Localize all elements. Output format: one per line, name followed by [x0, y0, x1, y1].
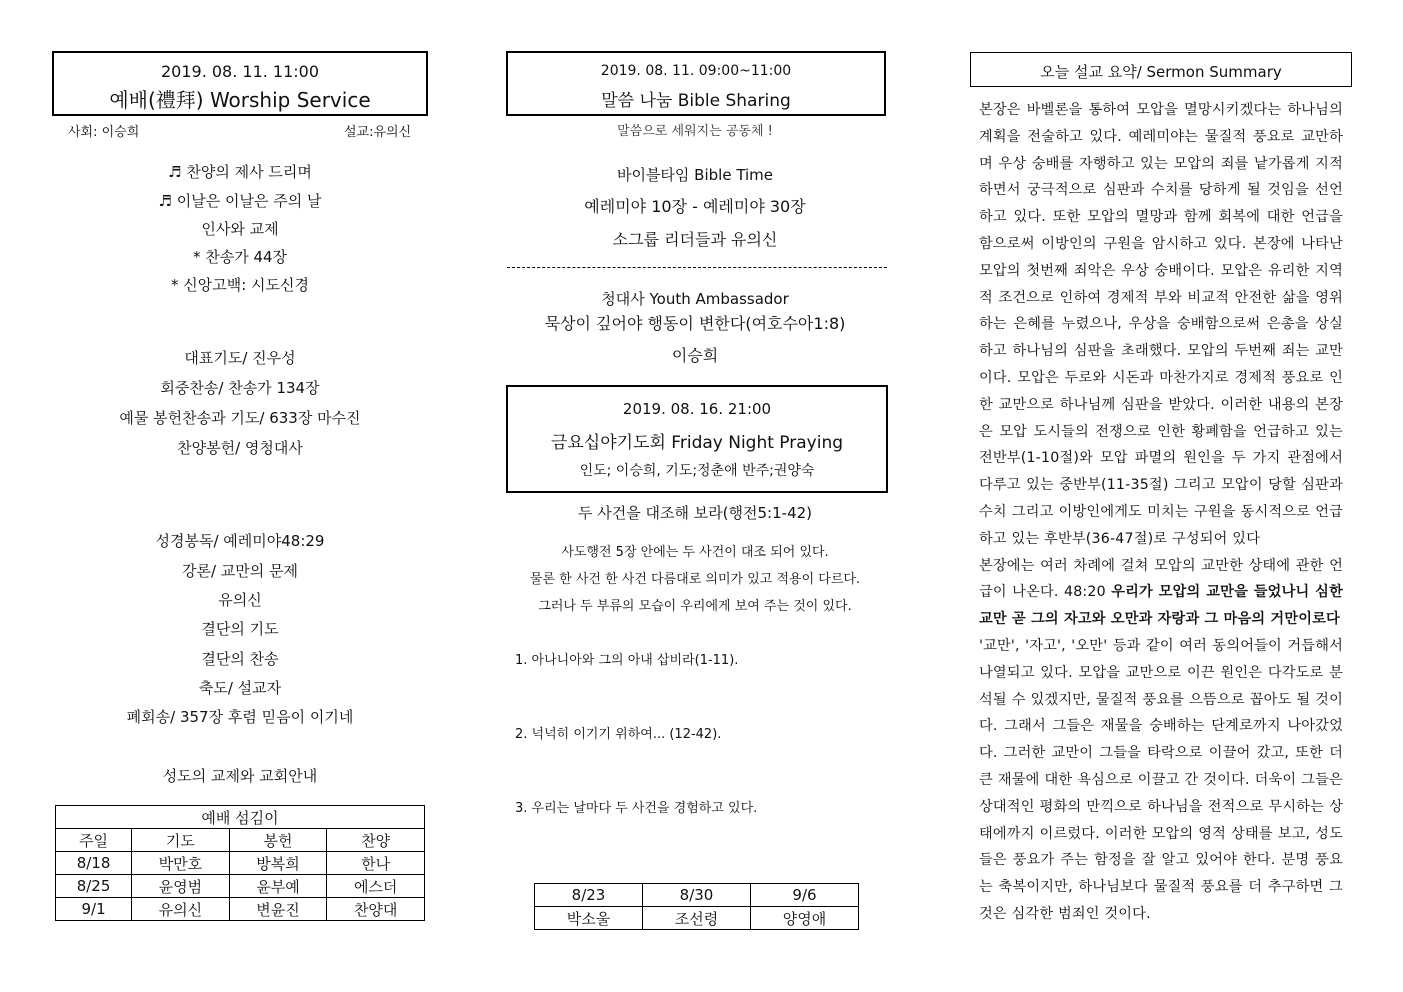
order-item: 성경봉독/ 예레미야48:29	[155, 532, 325, 550]
table-row	[535, 907, 859, 930]
bible-time-leaders: 소그룹 리더들과 유의신	[612, 230, 778, 249]
sermon-summary	[979, 97, 1343, 928]
duty-cell: 방복희	[229, 852, 327, 875]
youth-message: 묵상이 깊어야 행동이 변한다(여호수아1:8)	[544, 314, 846, 333]
section-divider	[507, 267, 887, 268]
worship-header-box	[52, 51, 428, 116]
duty-cell: 9/1	[56, 898, 132, 921]
youth-speaker: 이승희	[671, 346, 719, 365]
order-item: ♬ 이날은 이날은 주의 날	[158, 192, 322, 210]
sermon-paragraph-lead: 본장에는 여러 차례에 걸쳐 모압의 교만한 상태에 관한 언급이 나온다. 48:20	[979, 557, 1343, 601]
table-row	[535, 884, 859, 907]
schedule-date: 8/30	[643, 884, 751, 907]
schedule-name: 박소울	[535, 907, 643, 930]
order-item: 강론/ 교만의 문제	[181, 562, 299, 580]
sharing-datetime: 2019. 08. 11. 09:00~11:00	[600, 63, 792, 79]
sermon-title: 오늘 설교 요약/ Sermon Summary	[1040, 63, 1282, 81]
sermon-quote: 우리가 모압의 교만을 들었나니 심한 교만 곧 그의 자고와 오만과 자랑과 그 마음의 거만이로다	[979, 584, 1343, 628]
schedule-date: 9/6	[751, 884, 859, 907]
order-item: 대표기도/ 진우성	[184, 349, 296, 367]
duty-header: 봉헌	[229, 829, 327, 852]
worship-preacher: 설교:유의신	[344, 125, 412, 140]
sharing-title: 말씀 나눔 Bible Sharing	[601, 91, 791, 111]
sermon-column	[970, 0, 1352, 992]
friday-intro-line: 물론 한 사건 한 사건 다름대로 의미가 있고 적용이 다르다.	[529, 572, 861, 587]
duty-table	[55, 805, 425, 921]
friday-topic: 두 사건을 대조해 보라(행전5:1-42)	[577, 504, 813, 522]
order-item: ♬ 찬양의 제사 드리며	[168, 163, 312, 181]
duty-cell: 유의신	[132, 898, 230, 921]
sermon-title-box	[970, 52, 1352, 87]
order-item: 유의신	[218, 591, 262, 609]
bible-time-title: 바이블타임 Bible Time	[616, 166, 774, 184]
order-item: 결단의 기도	[201, 620, 279, 638]
order-item: 축도/ 설교자	[198, 679, 282, 697]
order-item: * 신앙고백: 시도신경	[170, 276, 309, 294]
friday-point: 2. 넉넉히 이기기 위하여... (12-42).	[515, 727, 722, 742]
duty-header: 기도	[132, 829, 230, 852]
schedule-date: 8/23	[535, 884, 643, 907]
friday-title: 금요십야기도회 Friday Night Praying	[550, 433, 844, 453]
order-item: 회중찬송/ 찬송가 134장	[160, 379, 320, 397]
order-item: 인사와 교제	[201, 220, 279, 238]
sermon-paragraph: '교만', '자고', '오만' 등과 같이 여러 동의어들이 거듭해서 나열되고 있다. 모압을 교만으로 이끈 원인은 다각도로 분석될 수 있겠지만, 물질적 풍요를 으뜸으로 꼽아도 될 것이다. 그래서 그들은 재물을 숭배하는 단계로까지 나아갔었다. 그러한 교만이 그들을 타락으로 이끌어 갔고, 또한 더 큰 재물에 대한 욕심으로 이끌고 간 것이다. 더욱이 그들은 상대적인 평화의 만끽으로 하나님을 전적으로 무시하는 상태에까지 이르렀다. 이러한 모압의 영적 상태를 보고, 성도들은 풍요가 주는 함정을 잘 알고 있어야 한다. 분명 풍요는 축복이지만, 하나님보다 물질적 풍요를 더 추구하면 그것은 심각한 범죄인 것이다.	[979, 637, 1343, 922]
worship-host: 사회: 이승희	[68, 125, 140, 140]
order-item: 예물 봉헌찬송과 기도/ 633장 마수진	[119, 409, 361, 427]
friday-datetime: 2019. 08. 16. 21:00	[622, 400, 772, 418]
sharing-motto: 말씀으로 세워지는 공동체 !	[617, 124, 773, 139]
duty-cell: 8/18	[56, 852, 132, 875]
sharing-column	[495, 0, 895, 992]
worship-title: 예배(禮拜) Worship Service	[109, 88, 371, 112]
worship-column	[40, 0, 440, 992]
table-row	[56, 875, 425, 898]
duty-cell: 윤부예	[229, 875, 327, 898]
duty-cell: 변윤진	[229, 898, 327, 921]
order-item: 성도의 교제와 교회안내	[162, 767, 318, 785]
duty-header: 찬양	[327, 829, 425, 852]
schedule-name: 양영애	[751, 907, 859, 930]
friday-intro-line: 그러나 두 부류의 모습이 우리에게 보여 주는 것이 있다.	[538, 599, 852, 614]
friday-intro-line: 사도행전 5장 안에는 두 사건이 대조 되어 있다.	[561, 545, 829, 560]
friday-schedule-table	[534, 883, 859, 930]
sharing-header-box	[506, 51, 886, 116]
friday-point: 1. 아나니아와 그의 아내 삽비라(1-11).	[515, 653, 739, 668]
order-item: 찬양봉헌/ 영청대사	[177, 439, 303, 457]
table-row	[56, 852, 425, 875]
duty-table-title: 예배 섬김이	[56, 806, 425, 829]
order-item: * 찬송가 44장	[192, 248, 288, 266]
duty-cell: 에스더	[327, 875, 425, 898]
friday-point: 3. 우리는 날마다 두 사건을 경험하고 있다.	[515, 801, 758, 816]
sermon-paragraph: 본장은 바벨론을 통하여 모압을 멸망시키겠다는 하나님의 계획을 전술하고 있다. 예레미야는 물질적 풍요로 교만하며 우상 숭배를 자행하고 있는 모압의 죄를 낱가롭게 지적하면서 궁극적으로 심판과 수치를 당하게 될 것임을 선언하고 있다. 또한 모압의 멸망과 함께 회복에 대한 언급을 함으로써 이방인의 구원을 암시하고 있다. 본장에 나타난 모압의 첫번째 죄악은 우상 숭배이다. 모압은 유리한 지역적 조건으로 인하여 경제적 부와 비교적 안전한 삶을 영위하는 은혜를 누렸으나, 우상을 숭배함으로써 은총을 상실하고 하나님의 심판을 초래했다. 모압의 두번째 죄는 교만이다. 모압은 두로와 시돈과 마찬가지로 경제적 풍요로 인한 교만으로 하나님께 심판을 받았다. 이러한 내용의 본장은 모압 도시들의 전쟁으로 인한 황폐함을 언급하고 있는 전반부(1-10절)와 모압 파멸의 원인을 두 가지 관점에서 다루고 있는 중반부(11-35절) 그리고 모압이 당할 심판과 수치 그리고 이방인에게도 미치는 구원을 동시적으로 언급하고 있는 후반부(36-47절)로 구성되어 있다	[979, 102, 1343, 547]
duty-cell: 윤영범	[132, 875, 230, 898]
order-item: 폐회송/ 357장 후렴 믿음이 이기네	[126, 708, 354, 726]
friday-header-box	[506, 385, 888, 493]
duty-cell: 찬양대	[327, 898, 425, 921]
duty-cell: 한나	[327, 852, 425, 875]
table-row	[56, 898, 425, 921]
friday-leaders: 인도; 이승희, 기도;정춘애 반주;권양숙	[579, 463, 815, 479]
order-item: 결단의 찬송	[201, 650, 279, 668]
sermon-paragraph	[979, 553, 1343, 633]
duty-cell: 박만호	[132, 852, 230, 875]
youth-title: 청대사 Youth Ambassador	[601, 290, 789, 308]
bible-time-range: 예레미야 10장 - 예레미야 30장	[584, 197, 806, 216]
worship-datetime: 2019. 08. 11. 11:00	[160, 62, 320, 81]
schedule-name: 조선령	[643, 907, 751, 930]
duty-header: 주일	[56, 829, 132, 852]
duty-cell: 8/25	[56, 875, 132, 898]
